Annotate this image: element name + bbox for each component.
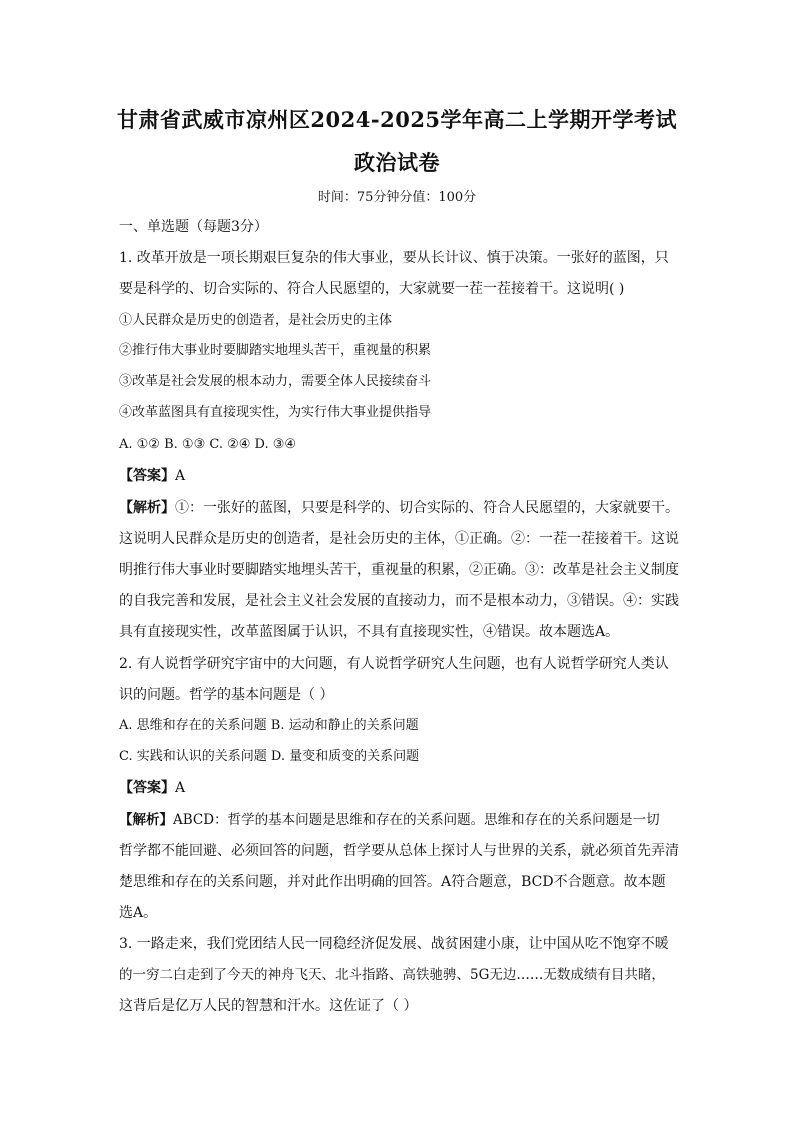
section-heading: 一、单选题（每题3分） (119, 219, 268, 235)
q1-analysis-line: 的自我完善和发展，是社会主义社会发展的直接动力，而不是根本动力，③错误。④：实践 (119, 593, 679, 609)
q1-answer-value: A (175, 468, 186, 484)
q3-stem-line: 3. 一路走来，我们党团结人民一同稳经济促发展、战贫困建小康，让中国从吃不饱穿不暖 (119, 936, 669, 952)
q1-stem-line: 要是科学的、切合实际的、符合人民愿望的，大家就要一茬一茬接着干。这说明( ) (119, 281, 625, 297)
answer-tag: 【答案】 (119, 468, 175, 484)
q2-analysis-line: 楚思维和存在的关系问题，并对此作出明确的回答。A符合题意，BCD不合题意。故本题 (119, 874, 666, 890)
q1-choices: A. ①② B. ①③ C. ②④ D. ③④ (119, 437, 297, 452)
q1-statement: ③改革是社会发展的根本动力，需要全体人民接续奋斗 (119, 374, 432, 389)
q2-stem-line: 识的问题。哲学的基本问题是（ ） (119, 687, 334, 703)
q2-analysis-line (119, 810, 679, 830)
q1-analysis-line (119, 498, 679, 518)
q1-analysis-text: ①：一张好的蓝图，只要是科学的、切合实际的、符合人民愿望的，大家就要干。 (175, 500, 679, 516)
q2-choices: A. 思维和存在的关系问题 B. 运动和静止的关系问题 (119, 718, 419, 733)
q1-analysis-line: 明推行伟大事业时要脚踏实地埋头苦干，重视量的积累，②正确。③：改革是社会主义制度 (119, 562, 679, 578)
q2-answer (119, 778, 679, 798)
q2-analysis-line: 哲学都不能回避、必须回答的问题，哲学要从总体上探讨人与世界的关系，就必须首先弄清 (119, 843, 679, 859)
q1-answer (119, 466, 679, 486)
q1-analysis-line: 这说明人民群众是历史的创造者，是社会历史的主体，①正确。②：一茬一茬接着干。这说 (119, 531, 679, 547)
exam-meta: 时间：75分钟分值：100分 (317, 190, 477, 205)
analysis-tag: 【解析】 (119, 812, 173, 828)
q1-stem-line: 1. 改革开放是一项长期艰巨复杂的伟大事业，要从长计议、慎于决策。一张好的蓝图，只 (119, 250, 669, 266)
q2-stem-line: 2. 有人说哲学研究宇宙中的大问题，有人说哲学研究人生问题，也有人说哲学研究人类认 (119, 656, 669, 672)
q1-analysis-line: 具有直接现实性，改革蓝图属于认识，不具有直接现实性，④错误。故本题选A。 (119, 624, 620, 640)
q2-analysis-line: 选A。 (119, 905, 158, 921)
q2-analysis-text: ABCD：哲学的基本问题是思维和存在的关系问题。思维和存在的关系问题是一切 (173, 812, 660, 828)
q1-statement: ②推行伟大事业时要脚踏实地埋头苦干，重视量的积累 (119, 343, 432, 358)
q3-stem-line: 这背后是亿万人民的智慧和汗水。这佐证了（ ） (119, 998, 418, 1014)
exam-subtitle: 政治试卷 (354, 150, 440, 175)
answer-tag: 【答案】 (119, 780, 175, 796)
q1-statement: ①人民群众是历史的创造者，是社会历史的主体 (119, 313, 393, 328)
q3-stem-line: 的一穷二白走到了今天的神舟飞天、北斗指路、高铁驰骋、5G无边……无数成绩有目共睹， (119, 967, 665, 983)
q2-choices: C. 实践和认识的关系问题 D. 量变和质变的关系问题 (119, 749, 420, 764)
analysis-tag: 【解析】 (119, 500, 175, 516)
q2-answer-value: A (175, 780, 186, 796)
exam-title: 甘肃省武威市凉州区2024-2025学年高二上学期开学考试 (116, 107, 678, 132)
q1-statement: ④改革蓝图具有直接现实性，为实行伟大事业提供指导 (119, 405, 432, 420)
